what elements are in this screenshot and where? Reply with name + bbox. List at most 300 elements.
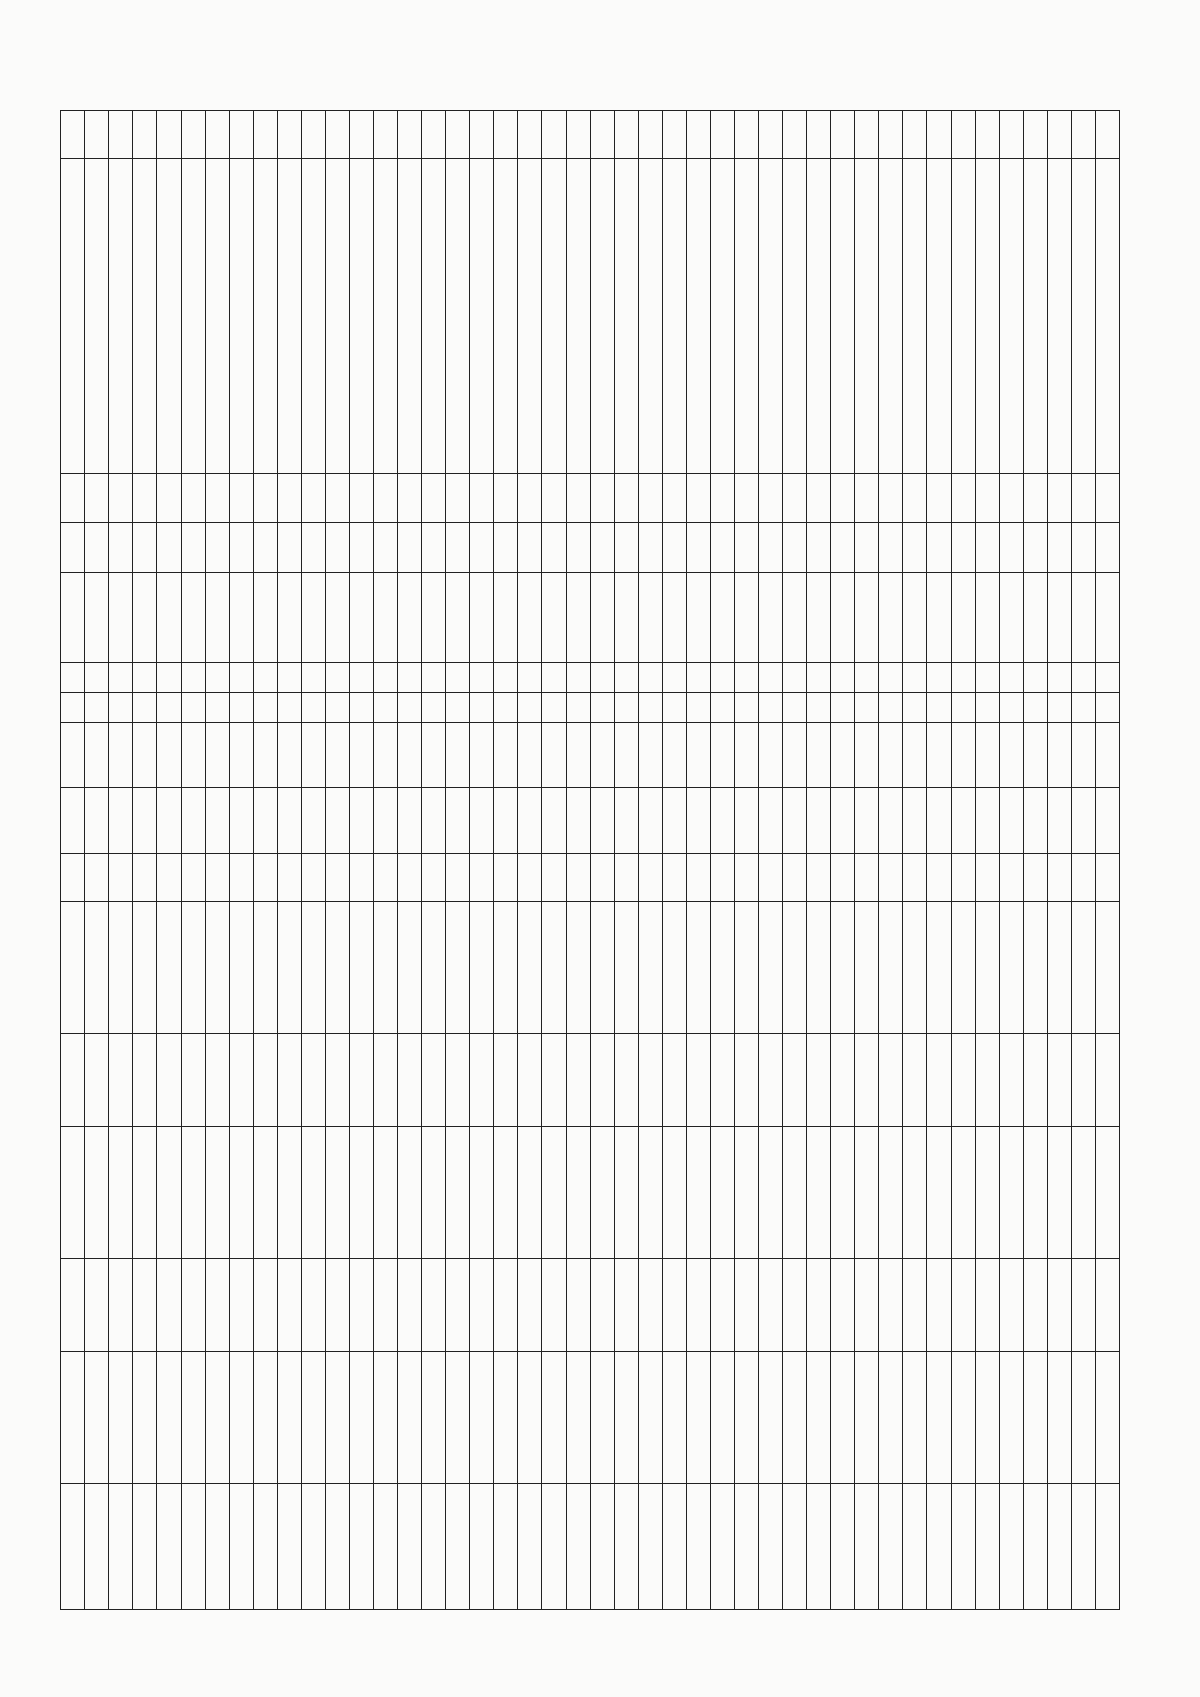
cost-cell — [1095, 1034, 1119, 1127]
cost-cell — [710, 1352, 734, 1484]
cost-cell — [325, 1352, 349, 1484]
table-row — [735, 111, 759, 1610]
renovation-year-cell — [614, 523, 638, 572]
living-area-cell — [710, 788, 734, 854]
wall-material-cell — [1023, 572, 1047, 662]
living-area-cell — [662, 788, 686, 854]
total-area-cell — [61, 722, 85, 788]
cost-cell — [277, 1352, 301, 1484]
renovation-year-cell — [229, 523, 253, 572]
built-year-cell — [398, 473, 422, 522]
living-area-cell — [807, 788, 831, 854]
cost-cell — [975, 1127, 999, 1259]
total-area-cell — [927, 722, 951, 788]
renovation-year-cell — [710, 523, 734, 572]
built-year-cell — [350, 473, 374, 522]
date-cell — [325, 1483, 349, 1609]
living-area-cell — [85, 788, 109, 854]
entrances-cell — [1047, 692, 1071, 722]
row-number — [710, 111, 734, 159]
row-number — [999, 111, 1023, 159]
entrances-cell — [783, 692, 807, 722]
floors-cell — [109, 662, 133, 692]
date-cell — [374, 1483, 398, 1609]
row-number — [301, 111, 325, 159]
built-year-cell — [975, 473, 999, 522]
cost-cell — [374, 1127, 398, 1259]
entrances-cell — [1095, 692, 1119, 722]
date-cell — [614, 1483, 638, 1609]
total-area-cell — [999, 722, 1023, 788]
residents-cell — [614, 854, 638, 902]
cost-cell — [662, 1034, 686, 1127]
living-area-cell — [614, 788, 638, 854]
cost-cell — [205, 1127, 229, 1259]
living-area-cell — [783, 788, 807, 854]
wall-material-cell — [710, 572, 734, 662]
date-cell — [229, 1483, 253, 1609]
residents-cell — [542, 854, 566, 902]
floors-cell — [133, 662, 157, 692]
residents-cell — [831, 854, 855, 902]
floors-cell — [759, 662, 783, 692]
total-area-cell — [446, 722, 470, 788]
rotated-table-container — [60, 110, 1120, 1610]
cost-cell — [398, 902, 422, 1034]
table-row — [446, 111, 470, 1610]
address-cell — [927, 158, 951, 473]
built-year-cell — [686, 473, 710, 522]
cost-cell — [710, 1259, 734, 1352]
cost-cell — [518, 1034, 542, 1127]
total-area-cell — [759, 722, 783, 788]
entrances-cell — [518, 692, 542, 722]
floors-cell — [181, 662, 205, 692]
floors-cell — [590, 662, 614, 692]
floors-cell — [1023, 662, 1047, 692]
row-number — [422, 111, 446, 159]
cost-cell — [181, 1127, 205, 1259]
built-year-cell — [614, 473, 638, 522]
living-area-cell — [542, 788, 566, 854]
living-area-cell — [277, 788, 301, 854]
renovation-year-cell — [831, 523, 855, 572]
table-row — [566, 111, 590, 1610]
floors-cell — [229, 662, 253, 692]
address-cell — [999, 158, 1023, 473]
address-cell — [1023, 158, 1047, 473]
table-row — [614, 111, 638, 1610]
renovation-year-cell — [638, 523, 662, 572]
wall-material-cell — [374, 572, 398, 662]
cost-cell — [566, 1127, 590, 1259]
wall-material-cell — [253, 572, 277, 662]
total-area-cell — [1023, 722, 1047, 788]
table-row — [325, 111, 349, 1610]
cost-cell — [759, 902, 783, 1034]
row-number — [686, 111, 710, 159]
table-row — [855, 111, 879, 1610]
cost-cell — [879, 1127, 903, 1259]
built-year-cell — [374, 473, 398, 522]
cost-cell — [1095, 1127, 1119, 1259]
cost-cell — [999, 902, 1023, 1034]
table-row — [229, 111, 253, 1610]
cost-cell — [951, 1259, 975, 1352]
renovation-year-cell — [783, 523, 807, 572]
total-area-cell — [277, 722, 301, 788]
cost-cell — [85, 1034, 109, 1127]
cost-cell — [61, 1352, 85, 1484]
address-cell — [903, 158, 927, 473]
built-year-cell — [566, 473, 590, 522]
cost-cell — [301, 1352, 325, 1484]
date-cell — [253, 1483, 277, 1609]
residents-cell — [686, 854, 710, 902]
cost-cell — [975, 1034, 999, 1127]
floors-cell — [350, 662, 374, 692]
entrances-cell — [61, 692, 85, 722]
date-cell — [807, 1483, 831, 1609]
entrances-cell — [494, 692, 518, 722]
cost-cell — [951, 1034, 975, 1127]
table-row — [783, 111, 807, 1610]
cost-cell — [157, 1259, 181, 1352]
floors-cell — [951, 662, 975, 692]
address-cell — [205, 158, 229, 473]
residents-cell — [374, 854, 398, 902]
entrances-cell — [903, 692, 927, 722]
date-cell — [301, 1483, 325, 1609]
cost-cell — [879, 1259, 903, 1352]
cost-cell — [855, 1127, 879, 1259]
residents-cell — [638, 854, 662, 902]
date-cell — [855, 1483, 879, 1609]
entrances-cell — [807, 692, 831, 722]
living-area-cell — [350, 788, 374, 854]
wall-material-cell — [999, 572, 1023, 662]
living-area-cell — [927, 788, 951, 854]
table-row — [157, 111, 181, 1610]
cost-cell — [542, 902, 566, 1034]
cost-cell — [61, 1259, 85, 1352]
renovation-year-cell — [277, 523, 301, 572]
row-number — [783, 111, 807, 159]
wall-material-cell — [470, 572, 494, 662]
cost-cell — [494, 1127, 518, 1259]
table-row — [975, 111, 999, 1610]
table-row — [710, 111, 734, 1610]
residents-cell — [566, 854, 590, 902]
living-area-cell — [325, 788, 349, 854]
built-year-cell — [157, 473, 181, 522]
table-row — [1095, 111, 1119, 1610]
floors-cell — [157, 662, 181, 692]
cost-cell — [181, 1259, 205, 1352]
cost-cell — [614, 1259, 638, 1352]
cost-cell — [759, 1034, 783, 1127]
wall-material-cell — [759, 572, 783, 662]
cost-cell — [951, 1352, 975, 1484]
wall-material-cell — [638, 572, 662, 662]
cost-cell — [1071, 1259, 1095, 1352]
row-number — [542, 111, 566, 159]
cost-cell — [446, 902, 470, 1034]
table-row — [927, 111, 951, 1610]
cost-cell — [1095, 902, 1119, 1034]
address-cell — [422, 158, 446, 473]
total-area-cell — [229, 722, 253, 788]
date-cell — [1047, 1483, 1071, 1609]
cost-cell — [759, 1259, 783, 1352]
date-cell — [975, 1483, 999, 1609]
cost-cell — [855, 1034, 879, 1127]
date-cell — [109, 1483, 133, 1609]
renovation-year-cell — [879, 523, 903, 572]
cost-cell — [518, 1352, 542, 1484]
row-number — [807, 111, 831, 159]
date-cell — [157, 1483, 181, 1609]
built-year-cell — [710, 473, 734, 522]
cost-cell — [518, 902, 542, 1034]
date-cell — [277, 1483, 301, 1609]
cost-cell — [975, 1259, 999, 1352]
table-row — [374, 111, 398, 1610]
cost-cell — [398, 1352, 422, 1484]
cost-cell — [735, 1352, 759, 1484]
cost-cell — [783, 1259, 807, 1352]
total-area-cell — [735, 722, 759, 788]
table-row — [181, 111, 205, 1610]
cost-cell — [301, 1259, 325, 1352]
built-year-cell — [422, 473, 446, 522]
residents-cell — [133, 854, 157, 902]
cost-cell — [927, 1259, 951, 1352]
table-row — [422, 111, 446, 1610]
cost-cell — [157, 1127, 181, 1259]
built-year-cell — [807, 473, 831, 522]
residents-cell — [85, 854, 109, 902]
renovation-year-cell — [1047, 523, 1071, 572]
living-area-cell — [133, 788, 157, 854]
built-year-cell — [205, 473, 229, 522]
built-year-cell — [1095, 473, 1119, 522]
entrances-cell — [638, 692, 662, 722]
built-year-cell — [109, 473, 133, 522]
renovation-year-cell — [109, 523, 133, 572]
entrances-cell — [374, 692, 398, 722]
cost-cell — [807, 1352, 831, 1484]
row-number — [398, 111, 422, 159]
total-area-cell — [518, 722, 542, 788]
cost-cell — [494, 1259, 518, 1352]
row-number — [927, 111, 951, 159]
row-number — [590, 111, 614, 159]
address-cell — [662, 158, 686, 473]
residents-cell — [229, 854, 253, 902]
cost-cell — [325, 1259, 349, 1352]
date-cell — [999, 1483, 1023, 1609]
cost-cell — [662, 1259, 686, 1352]
total-area-cell — [614, 722, 638, 788]
table-row — [470, 111, 494, 1610]
wall-material-cell — [951, 572, 975, 662]
wall-material-cell — [927, 572, 951, 662]
floors-cell — [518, 662, 542, 692]
date-cell — [783, 1483, 807, 1609]
wall-material-cell — [157, 572, 181, 662]
floors-cell — [301, 662, 325, 692]
cost-cell — [927, 902, 951, 1034]
wall-material-cell — [855, 572, 879, 662]
built-year-cell — [470, 473, 494, 522]
date-cell — [133, 1483, 157, 1609]
cost-cell — [999, 1352, 1023, 1484]
row-number — [85, 111, 109, 159]
row-number — [566, 111, 590, 159]
entrances-cell — [133, 692, 157, 722]
living-area-cell — [109, 788, 133, 854]
total-area-cell — [205, 722, 229, 788]
floors-cell — [470, 662, 494, 692]
total-area-cell — [975, 722, 999, 788]
cost-cell — [927, 1352, 951, 1484]
built-year-cell — [518, 473, 542, 522]
date-cell — [85, 1483, 109, 1609]
entrances-cell — [446, 692, 470, 722]
cost-cell — [831, 902, 855, 1034]
cost-cell — [903, 1259, 927, 1352]
residents-cell — [61, 854, 85, 902]
residents-cell — [879, 854, 903, 902]
residents-cell — [253, 854, 277, 902]
cost-cell — [686, 1352, 710, 1484]
cost-cell — [205, 902, 229, 1034]
living-area-cell — [686, 788, 710, 854]
date-cell — [710, 1483, 734, 1609]
table-row — [951, 111, 975, 1610]
cost-cell — [807, 1034, 831, 1127]
living-area-cell — [1023, 788, 1047, 854]
cost-cell — [1071, 1352, 1095, 1484]
cost-cell — [1047, 1259, 1071, 1352]
floors-cell — [879, 662, 903, 692]
cost-cell — [1023, 902, 1047, 1034]
cost-cell — [350, 1352, 374, 1484]
renovation-year-cell — [253, 523, 277, 572]
cost-cell — [638, 1352, 662, 1484]
floors-cell — [735, 662, 759, 692]
cost-cell — [903, 1034, 927, 1127]
cost-cell — [374, 1259, 398, 1352]
cost-cell — [253, 1352, 277, 1484]
floors-cell — [374, 662, 398, 692]
residents-cell — [999, 854, 1023, 902]
residents-cell — [494, 854, 518, 902]
residents-cell — [590, 854, 614, 902]
cost-cell — [518, 1259, 542, 1352]
living-area-cell — [61, 788, 85, 854]
renovation-year-cell — [205, 523, 229, 572]
wall-material-cell — [85, 572, 109, 662]
row-number — [446, 111, 470, 159]
wall-material-cell — [109, 572, 133, 662]
living-area-cell — [181, 788, 205, 854]
entrances-cell — [710, 692, 734, 722]
living-area-cell — [831, 788, 855, 854]
living-area-cell — [1047, 788, 1071, 854]
cost-cell — [277, 1127, 301, 1259]
date-cell — [951, 1483, 975, 1609]
total-area-cell — [470, 722, 494, 788]
cost-cell — [181, 902, 205, 1034]
renovation-year-cell — [542, 523, 566, 572]
built-year-cell — [1023, 473, 1047, 522]
total-area-cell — [566, 722, 590, 788]
wall-material-cell — [277, 572, 301, 662]
date-cell — [638, 1483, 662, 1609]
cost-cell — [1047, 1127, 1071, 1259]
table-row — [277, 111, 301, 1610]
entrances-cell — [855, 692, 879, 722]
built-year-cell — [999, 473, 1023, 522]
living-area-cell — [253, 788, 277, 854]
row-number — [951, 111, 975, 159]
table-row — [350, 111, 374, 1610]
living-area-cell — [855, 788, 879, 854]
renovation-year-cell — [999, 523, 1023, 572]
residents-cell — [1047, 854, 1071, 902]
living-area-cell — [229, 788, 253, 854]
cost-cell — [109, 1127, 133, 1259]
address-cell — [350, 158, 374, 473]
renovation-year-cell — [374, 523, 398, 572]
table-row — [494, 111, 518, 1610]
cost-cell — [759, 1127, 783, 1259]
built-year-cell — [325, 473, 349, 522]
living-area-cell — [157, 788, 181, 854]
row-number — [494, 111, 518, 159]
table-row — [1047, 111, 1071, 1610]
renovation-year-cell — [494, 523, 518, 572]
total-area-cell — [783, 722, 807, 788]
cost-cell — [951, 1127, 975, 1259]
living-area-cell — [638, 788, 662, 854]
cost-cell — [133, 902, 157, 1034]
cost-cell — [446, 1352, 470, 1484]
cost-cell — [831, 1352, 855, 1484]
cost-cell — [61, 902, 85, 1034]
cost-cell — [374, 1352, 398, 1484]
entrances-cell — [975, 692, 999, 722]
wall-material-cell — [903, 572, 927, 662]
address-cell — [494, 158, 518, 473]
row-number — [253, 111, 277, 159]
cost-cell — [374, 1034, 398, 1127]
cost-cell — [807, 1127, 831, 1259]
built-year-cell — [831, 473, 855, 522]
cost-cell — [590, 1259, 614, 1352]
renovation-year-cell — [518, 523, 542, 572]
date-cell — [759, 1483, 783, 1609]
date-cell — [350, 1483, 374, 1609]
table-row — [879, 111, 903, 1610]
entrances-cell — [277, 692, 301, 722]
cost-cell — [807, 902, 831, 1034]
total-area-cell — [638, 722, 662, 788]
cost-cell — [614, 1034, 638, 1127]
residents-cell — [470, 854, 494, 902]
